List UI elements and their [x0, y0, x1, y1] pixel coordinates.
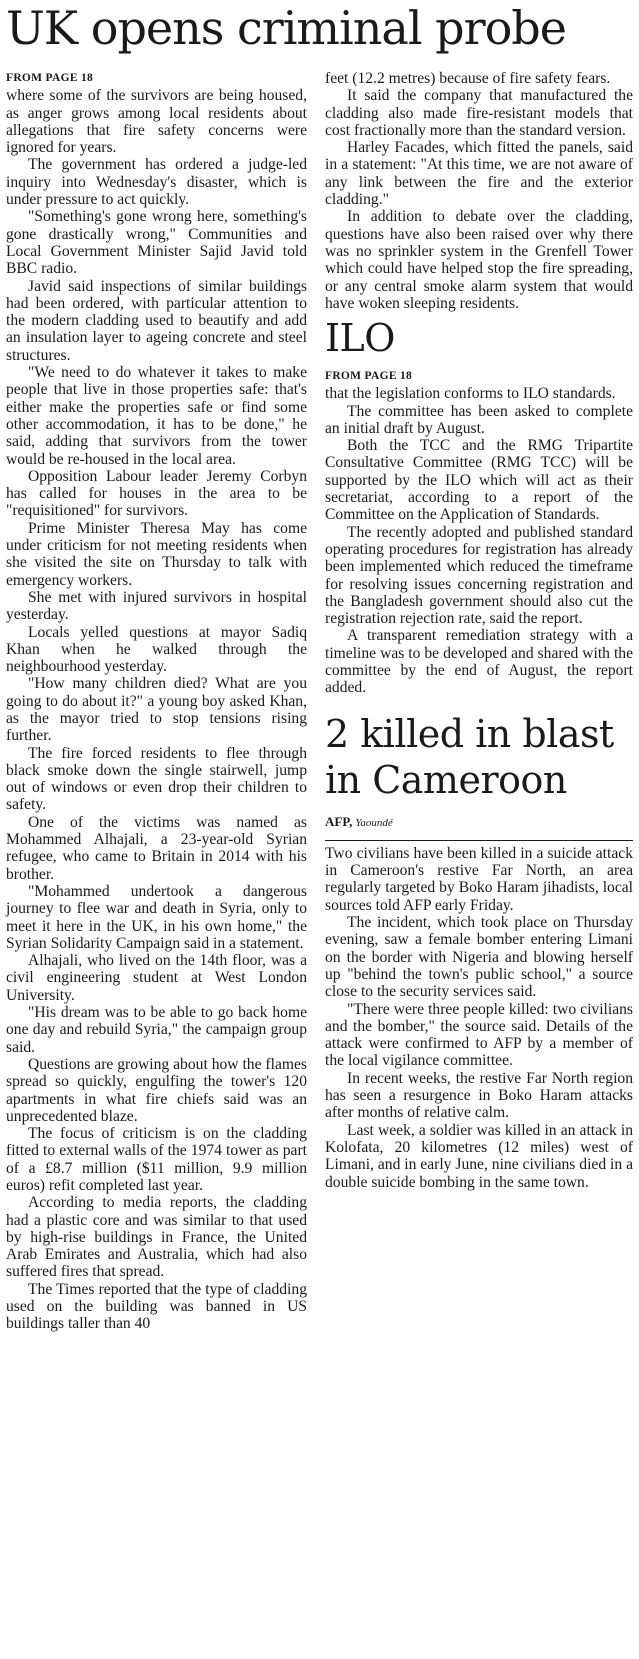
- paragraph: One of the victims was named as Mohammed Alhajali, a 23-year-old Syrian refugee, who came to Britain in 2014 with his brother.: [6, 813, 307, 883]
- paragraph: Questions are growing about how the flames spread so quickly, engulfing the tower's 120 apartments in what fire chiefs said was an unprecedented blaze.: [6, 1055, 307, 1125]
- cameroon-headline-line2: in Cameroon: [325, 757, 567, 802]
- paragraph: The government has ordered a judge-led inquiry into Wednesday's disaster, which is under pressure to act quickly.: [6, 156, 307, 209]
- paragraph: "Mohammed undertook a dangerous journey to flee war and death in Syria, only to meet it here in the UK, in his own home," the Syrian Solidarity Campaign said in a statement.: [6, 882, 307, 952]
- main-story-continued-from: FROM PAGE 18: [6, 72, 94, 84]
- paragraph: The Times reported that the type of cladding used on the building was banned in US buildings taller than 40: [6, 1280, 307, 1333]
- cameroon-headline-line1: 2 killed in blast: [325, 711, 614, 756]
- main-headline: UK opens criminal probe: [6, 1, 566, 55]
- paragraph: Two civilians have been killed in a suicide attack in Cameroon's restive Far North, an area regularly targeted by Boko Haram jihadists, local sources told AFP early Friday.: [325, 844, 633, 914]
- paragraph: that the legislation conforms to ILO standards.: [325, 385, 616, 403]
- paragraph: Locals yelled questions at mayor Sadiq Khan when he walked through the neighbourhood yesterday.: [6, 623, 307, 676]
- paragraph: Alhajali, who lived on the 14th floor, was a civil engineering student at West London University.: [6, 952, 307, 1004]
- paragraph: Opposition Labour leader Jeremy Corbyn has called for houses in the area to be "requisitioned" for survivors.: [6, 467, 307, 520]
- paragraph: A transparent remediation strategy with a timeline was to be developed and shared with the committee by the end of August, the report added.: [325, 627, 633, 697]
- paragraph: Prime Minister Theresa May has come under criticism for not meeting residents when she visited the site on Thursday to talk with emergency workers.: [6, 519, 307, 589]
- ilo-headline: ILO: [325, 316, 395, 361]
- paragraph: "We need to do whatever it takes to make people that live in those properties safe: that's either make the properties safe or find some other accommodation, it has to be done," he said, adding that survivors from the tower would be re-housed in the local area.: [6, 364, 307, 468]
- paragraph: The recently adopted and published standard operating procedures for registration has already been implemented which reduced the timeframe for resolving issues concerning registration and the Bangladesh government should also cut the registration rejection rate, said the report.: [325, 523, 633, 628]
- paragraph: The incident, which took place on Thursday evening, saw a female bomber entering Limani on the border with Nigeria and blowing herself up "behind the town's public school," a source close to the security services said.: [325, 914, 633, 1001]
- byline-agency: AFP,: [325, 813, 353, 829]
- paragraph: "His dream was to be able to go back home one day and rebuild Syria," the campaign group said.: [6, 1004, 307, 1056]
- right-column: [325, 70, 633, 1191]
- paragraph: "How many children died? What are you going to do about it?" a young boy asked Khan, as the mayor tried to stop tensions rising further.: [6, 675, 307, 745]
- paragraph: "Something's gone wrong here, something's gone drastically wrong," Communities and Local Government Minister Sajid Javid told BBC radio.: [6, 208, 307, 278]
- paragraph: feet (12.2 metres) because of fire safety fears.: [325, 70, 611, 87]
- paragraph: She met with injured survivors in hospital yesterday.: [6, 588, 307, 624]
- paragraph: "There were three people killed: two civilians and the bomber," the source said. Details of the attack were confirmed to AFP by a member of the local vigilance committee.: [325, 1000, 633, 1070]
- paragraph: According to media reports, the cladding had a plastic core and was similar to that used by high-rise buildings in France, the United Arab Emirates and Australia, which had also suffered fires that spread.: [6, 1194, 307, 1281]
- cameroon-headline: [325, 711, 633, 803]
- paragraph: Both the TCC and the RMG Tripartite Consultative Committee (RMG TCC) will be supported by the ILO which will act as their secretariat, according to a report of the Committee on the Application of Standards.: [325, 437, 633, 524]
- paragraph: The focus of criticism is on the cladding fitted to external walls of the 1974 tower as part of a £8.7 million ($11 million, 9.9 million euros) refit completed last year.: [6, 1125, 307, 1194]
- paragraph: Last week, a soldier was killed in an attack in Kolofata, 20 kilometres (12 miles) west of Limani, and in early June, nine civilians died in a double suicide bombing in the same town.: [325, 1121, 633, 1191]
- main-story-column-left: [6, 70, 307, 1333]
- byline-dateline: Yaoundé: [355, 816, 393, 829]
- paragraph: The fire forced residents to flee through black smoke down the single stairwell, jump out of windows or even drop their children to safety.: [6, 744, 307, 814]
- paragraph: where some of the survivors are being housed, as anger grows among local residents about allegations that fire safety concerns were ignored for years.: [6, 87, 307, 157]
- paragraph: In addition to debate over the cladding, questions have also been raised over why there was no sprinkler system in the Grenfell Tower which could have helped stop the fire spreading, or any central smoke alarm system that would have woken sleeping residents.: [325, 208, 633, 312]
- cameroon-byline: [325, 813, 633, 841]
- paragraph: Javid said inspections of similar buildings had been ordered, with particular attention to the modern cladding used to beautify and add an insulation layer to ageing concrete and steel structures.: [6, 277, 307, 364]
- paragraph: The committee has been asked to complete an initial draft by August.: [325, 402, 633, 437]
- paragraph: In recent weeks, the restive Far North region has seen a resurgence in Boko Haram attacks after months of relative calm.: [325, 1069, 633, 1122]
- paragraph: Harley Facades, which fitted the panels, said in a statement: "At this time, we are not aware of any link between the fire and the exterior cladding.": [325, 139, 633, 209]
- ilo-continued-from: FROM PAGE 18: [325, 369, 413, 382]
- paragraph: It said the company that manufactured the cladding also made fire-resistant models that cost fractionally more than the standard version.: [325, 87, 633, 139]
